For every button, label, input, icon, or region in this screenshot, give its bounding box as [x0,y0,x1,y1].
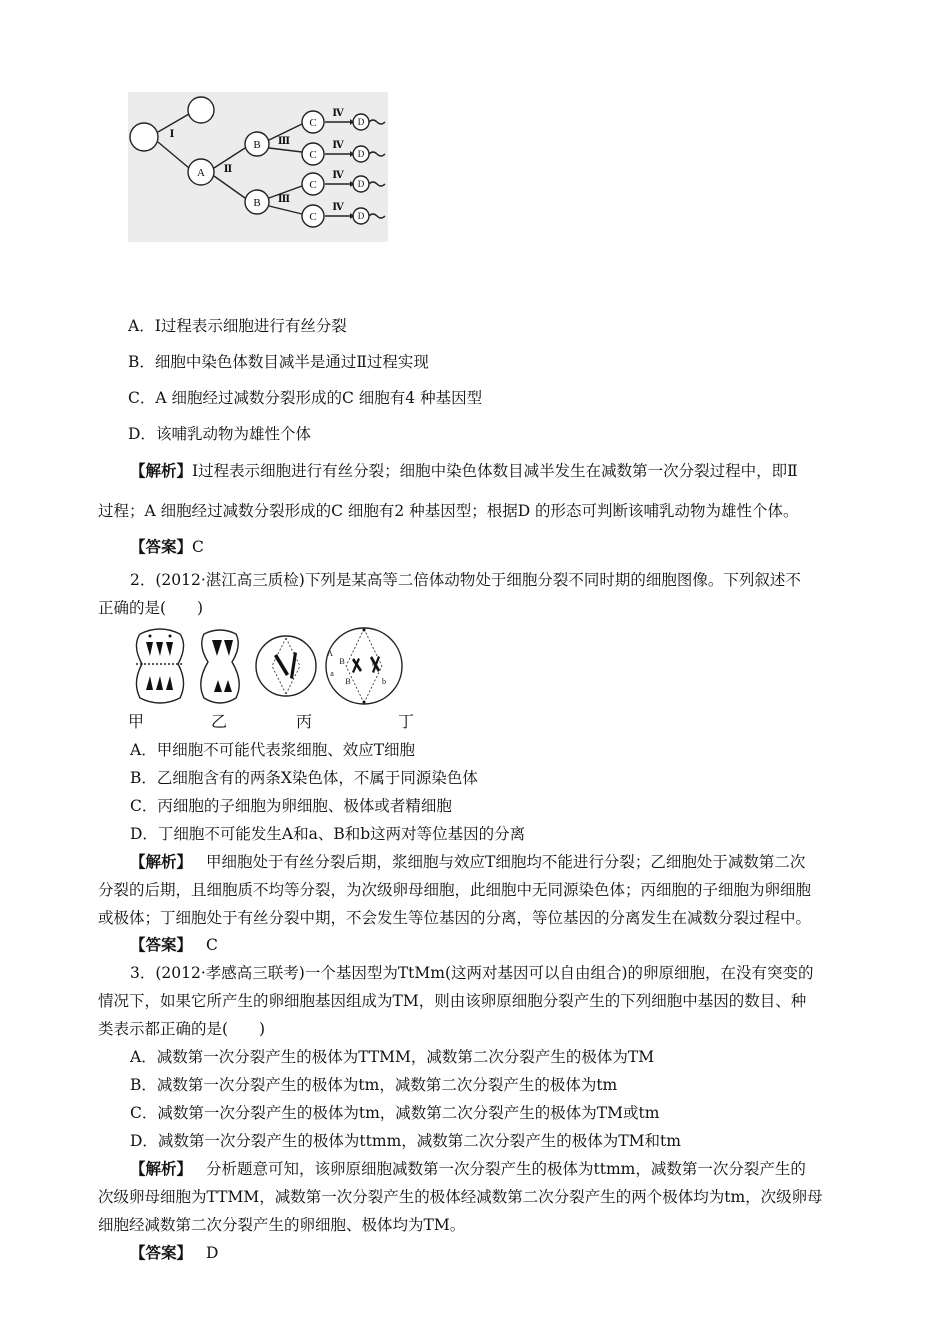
cell-label-a: A [197,167,205,179]
q2-option-d: D．丁细胞不可能发生A和a、B和b这两对等位基因的分离 [130,825,526,843]
q1-analysis-line-2: 过程；A 细胞经过减数分裂形成的C 细胞有2 种基因型；根据D 的形态可判断该哺乳动物为雄性个体。 [98,502,799,520]
answer-label: 【答案】 [130,537,193,556]
process-label-iii-lower: Ⅲ [277,194,291,205]
cell-label-d-2: D [357,149,365,159]
q2-option-c: C．丙细胞的子细胞为卵细胞、极体或者精细胞 [130,797,452,815]
cell-label-d-4: D [357,211,365,221]
analysis-label: 【解析】 [130,1159,193,1178]
q3-option-c: C．减数第一次分裂产生的极体为tm，减数第二次分裂产生的极体为TM或tm [130,1104,660,1122]
meiosis-flow-diagram [128,92,388,242]
q3-option-b: B．减数第一次分裂产生的极体为tm，减数第二次分裂产生的极体为tm [130,1076,618,1094]
q1-option-c: C．A 细胞经过减数分裂形成的C 细胞有4 种基因型 [128,389,483,407]
analysis-label: 【解析】 [130,461,193,480]
gene-letter-lower-b-2: b [382,677,386,686]
process-label-i: Ⅰ [169,129,175,140]
cell-label-c-3: C [309,179,317,191]
gene-letter-upper-b-1: B [339,657,345,666]
cell-label-c-1: C [309,117,317,129]
figure-label-yi: 乙 [211,712,228,731]
q1-answer: 【答案】C [130,537,204,556]
analysis-label: 【解析】 [130,852,193,871]
cell-label-d-1: D [357,117,365,127]
q1-analysis-line-1: 【解析】Ⅰ过程表示细胞进行有丝分裂；细胞中染色体数目减半发生在减数第一次分裂过程中，即Ⅱ [130,461,798,480]
cell-label-b-lower: B [253,197,261,209]
q3-stem-line-3: 类表示都正确的是( ) [98,1020,266,1038]
q2-answer: 【答案】 C [130,935,218,954]
q3-analysis-line-1: 【解析】 分析题意可知，该卵原细胞减数第一次分裂产生的极体为ttmm，减数第一次分裂产生的 [130,1159,806,1178]
q3-analysis-line-2: 次级卵母细胞为TTMM，减数第一次分裂产生的极体经减数第二次分裂产生的两个极体均为tm，次级卵母 [98,1188,823,1206]
q2-analysis-line-1: 【解析】 甲细胞处于有丝分裂后期，浆细胞与效应T细胞均不能进行分裂；乙细胞处于减数第二次 [130,852,806,871]
process-label-iv-3: Ⅳ [332,170,344,181]
figure-label-jia: 甲 [128,712,145,731]
cell-label-d-3: D [357,179,365,189]
q3-option-a: A．减数第一次分裂产生的极体为TTMM，减数第二次分裂产生的极体为TM [130,1048,655,1066]
process-label-iv-4: Ⅳ [332,202,344,213]
gene-letter-upper-b-2: B [345,677,351,686]
q3-analysis-line-3: 细胞经减数第二次分裂产生的卵细胞、极体均为TM。 [98,1216,466,1234]
q2-stem-line-1: 2．(2012·湛江高三质检)下列是某高等二倍体动物处于细胞分裂不同时期的细胞图像。下列叙述不 [130,571,801,589]
answer-label: 【答案】 [130,1243,193,1262]
q1-option-d: D．该哺乳动物为雄性个体 [128,425,311,443]
process-label-ii: Ⅱ [223,164,233,175]
mitosis-daughter-cell [188,97,214,123]
q1-option-b: B．细胞中染色体数目减半是通过Ⅱ过程实现 [128,353,429,371]
answer-label: 【答案】 [130,935,193,954]
cell-label-b-upper: B [253,139,261,151]
q1-option-a: A．Ⅰ过程表示细胞进行有丝分裂 [128,317,347,335]
q2-option-b: B．乙细胞含有的两条X染色体，不属于同源染色体 [130,769,478,787]
figure-label-bing: 丙 [296,712,313,731]
figure-label-ding: 丁 [398,712,415,731]
initial-cell [130,123,158,151]
q2-stem-line-2: 正确的是( ) [98,599,204,617]
cell-label-c-2: C [309,149,317,161]
gene-letter-lower-a: a [330,669,334,678]
gene-letter-lower-b-1: b [372,659,376,668]
q3-stem-line-2: 情况下，如果它所产生的卵细胞基因组成为TM，则由该卵原细胞分裂产生的下列细胞中基因的数目、种 [98,992,807,1010]
q2-option-a: A．甲细胞不可能代表浆细胞、效应T细胞 [130,741,416,759]
q2-analysis-line-3: 或极体；丁细胞处于有丝分裂中期，不会发生等位基因的分离，等位基因的分离发生在减数分裂过程中。 [98,909,812,927]
process-label-iv-2: Ⅳ [332,140,344,151]
q2-analysis-line-2: 分裂的后期，且细胞质不均等分裂，为次级卵母细胞，此细胞中无同源染色体；丙细胞的子细胞为卵细胞 [98,881,812,899]
q3-option-d: D．减数第一次分裂产生的极体为ttmm，减数第二次分裂产生的极体为TM和tm [130,1132,681,1150]
cell-label-c-4: C [309,211,317,223]
gene-letter-upper-a: A [327,649,333,658]
q3-answer: 【答案】 D [130,1243,219,1262]
cell-division-figures [126,626,416,706]
process-label-iv-1: Ⅳ [332,108,344,119]
process-label-iii-upper: Ⅲ [277,136,291,147]
q3-stem-line-1: 3．(2012·孝感高三联考)一个基因型为TtMm(这两对基因可以自由组合)的卵原细胞，在没有突变的 [130,964,814,982]
